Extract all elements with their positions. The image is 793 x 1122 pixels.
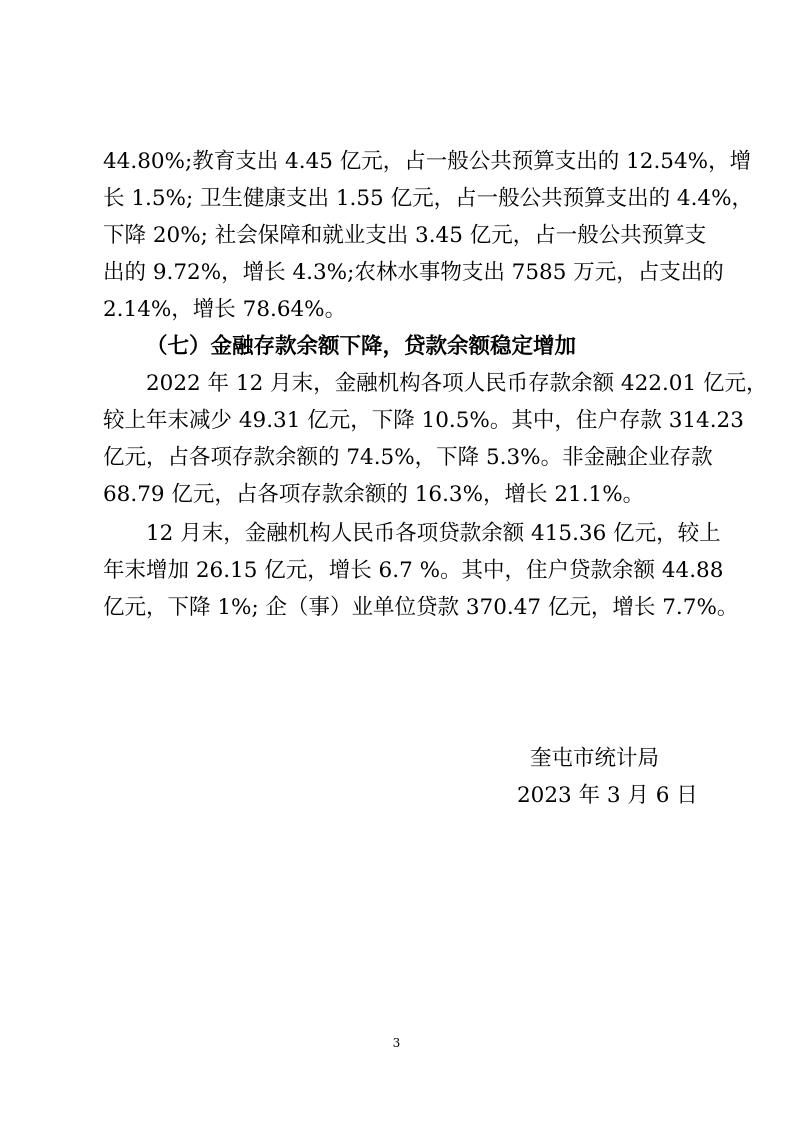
signature-organization: 奎屯市统计局 [530,746,660,771]
paragraph-1-line-4: 出的 9.72%，增长 4.3%;农林水事物支出 7585 万元，占支出的 [103,260,724,285]
paragraph-1-line-1: 44.80%;教育支出 4.45 亿元，占一般公共预算支出的 12.54%，增 [103,149,752,174]
paragraph-3-line-3: 亿元，下降 1%; 企（事）业单位贷款 370.47 亿元，增长 7.7%。 [103,595,739,620]
signature-date: 2023 年 3 月 6 日 [517,783,698,808]
paragraph-2-line-2: 较上年末减少 49.31 亿元，下降 10.5%。其中，住户存款 314.23 [103,408,744,433]
section-heading: （七）金融存款余额下降，贷款余额稳定增加 [146,334,577,359]
paragraph-2-line-1: 2022 年 12 月末，金融机构各项人民币存款余额 422.01 亿元， [146,371,768,396]
paragraph-2-line-3: 亿元，占各项存款余额的 74.5%，下降 5.3%。非金融企业存款 [103,445,713,470]
paragraph-3-line-1: 12 月末，金融机构人民币各项贷款余额 415.36 亿元，较上 [146,521,721,546]
paragraph-1-line-5: 2.14%，增长 78.64%。 [103,297,347,322]
paragraph-1-line-2: 长 1.5%; 卫生健康支出 1.55 亿元，占一般公共预算支出的 4.4%， [103,186,754,211]
paragraph-1-line-3: 下降 20%; 社会保障和就业支出 3.45 亿元，占一般公共预算支 [103,223,707,248]
paragraph-3-line-2: 年末增加 26.15 亿元，增长 6.7 %。其中，住户贷款余额 44.88 [103,558,724,583]
page-number: 3 [392,1036,401,1050]
paragraph-2-line-4: 68.79 亿元，占各项存款余额的 16.3%，增长 21.1%。 [103,482,645,507]
